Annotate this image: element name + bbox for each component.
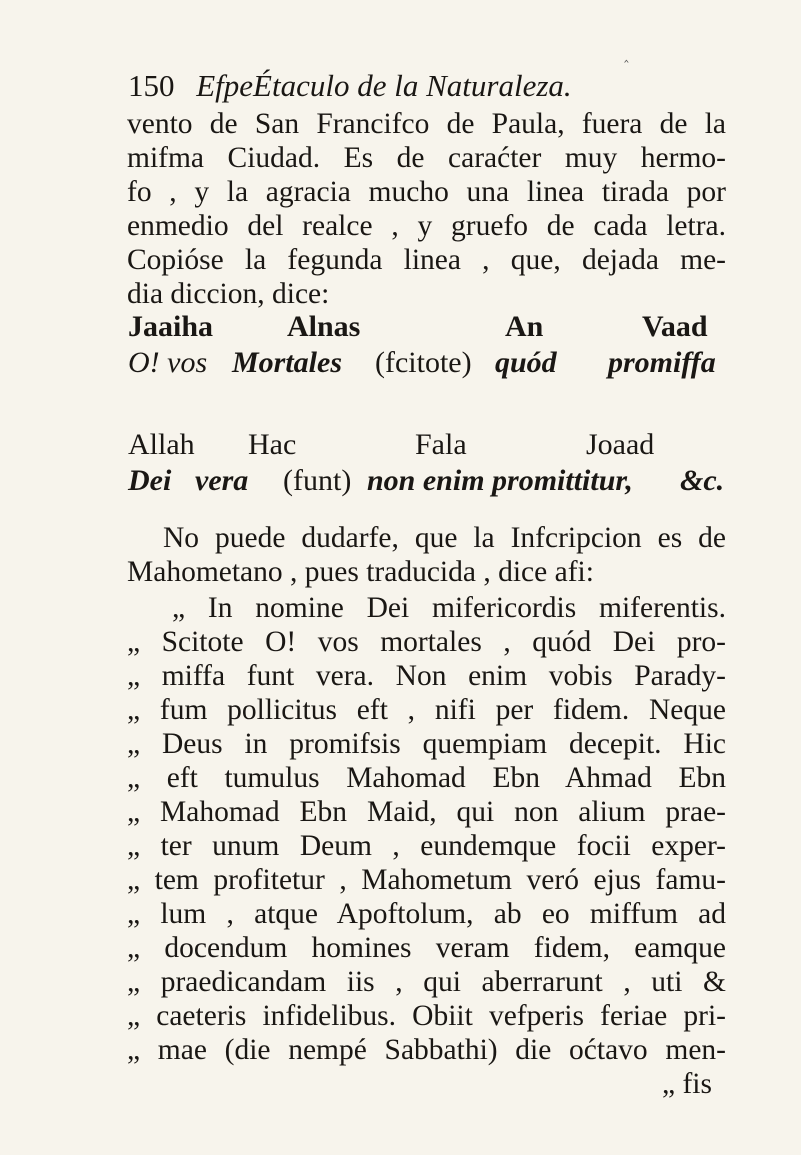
arabic-word: Jaaiha (128, 310, 214, 343)
page-number: 150 (128, 68, 175, 103)
catchword: „ fis (662, 1068, 712, 1100)
latin-word: Mortales (232, 346, 343, 379)
arabic-word: Allah (128, 428, 195, 461)
latin-word: non enim promittitur, (367, 464, 633, 497)
arabic-word: Hac (248, 428, 297, 461)
quote-line: „ Scitote O! vos mortales , quód Dei pro- (127, 626, 726, 658)
quote-line: „ miffa funt vera. Non enim vobis Parady- (127, 660, 726, 692)
latin-word: vera (195, 464, 249, 497)
latin-word: (fcitote) (375, 346, 472, 379)
printer-mark-icon: ‸ (624, 48, 629, 63)
quote-line: „ Deus in promifsis quempiam decepit. Hic (127, 728, 726, 760)
quote-line: „ In nomine Dei mifericordis miferentis. (172, 592, 726, 624)
quote-line: „ ter unum Deum , eundemque focii exper- (127, 830, 726, 862)
latin-word: (funt) (283, 464, 352, 497)
latin-word: promiffa (608, 346, 716, 379)
arabic-word: Vaad (642, 310, 708, 343)
text-line: vento de San Francifco de Paula, fuera de la (127, 108, 726, 140)
quote-line: „ docendum homines veram fidem, eamque (127, 932, 726, 964)
quote-line: „ eft tumulus Mahomad Ebn Ahmad Ebn (127, 762, 726, 794)
quote-line: „ praedicandam iis , qui aberrarunt , uti & (127, 966, 726, 998)
quote-line: „ tem profitetur , Mahometum veró ejus famu- (127, 864, 726, 896)
arabic-word: Joaad (586, 428, 655, 461)
arabic-word: An (505, 310, 544, 343)
latin-word: &c. (680, 464, 725, 497)
latin-word: Dei (128, 464, 172, 497)
quote-line: „ lum , atque Apoftolum, ab eo miffum ad (127, 898, 726, 930)
text-line: Copióse la fegunda linea , que, dejada me- (127, 244, 726, 276)
quote-line: „ caeteris infidelibus. Obiit vefperis feriae pri- (127, 1000, 726, 1032)
text-line: Mahometano , pues traducida , dice afi: (127, 556, 594, 588)
arabic-word: Alnas (287, 310, 361, 343)
page-header (128, 68, 572, 104)
text-line: mifma Ciudad. Es de caraćter muy hermo- (127, 142, 726, 174)
latin-word: quód (495, 346, 557, 379)
text-line: No puede dudarfe, que la Infcripcion es de (163, 522, 726, 554)
quote-line: „ mae (die nempé Sabbathi) die oćtavo men- (127, 1034, 726, 1066)
quote-line: „ fum pollicitus eft , nifi per fidem. Neque (127, 694, 726, 726)
text-line-short: dia diccion, dice: (127, 278, 330, 310)
quote-line: „ Mahomad Ebn Maid, qui non alium prae- (127, 796, 726, 828)
arabic-word: Fala (415, 428, 467, 461)
latin-word: O! vos (128, 346, 208, 379)
running-title: EfpeÉtaculo de la Naturaleza. (196, 68, 572, 103)
text-line: fo , y la agracia mucho una linea tirada por (127, 176, 726, 208)
text-line: enmedio del realce , y gruefo de cada letra. (127, 210, 726, 242)
